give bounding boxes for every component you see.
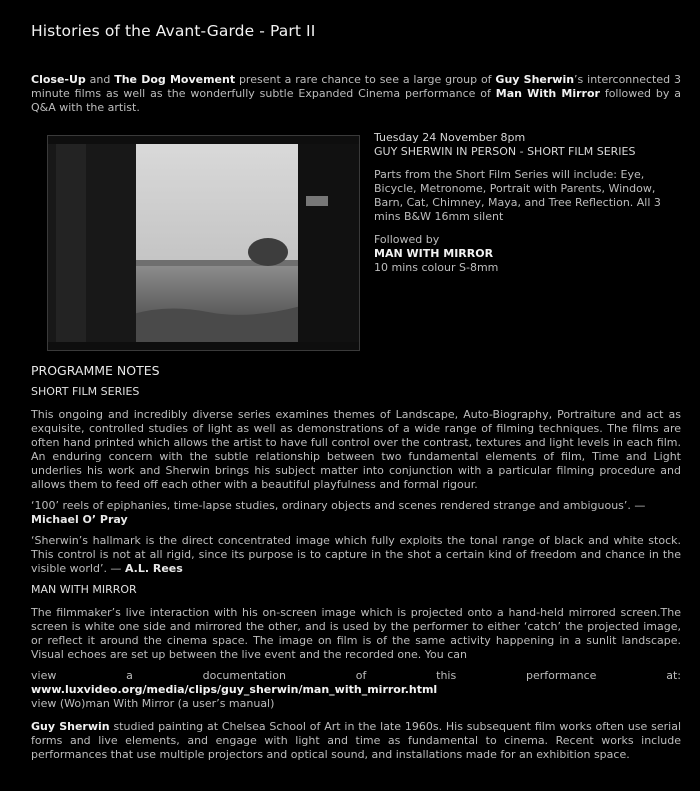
view-word: at: [666, 669, 681, 682]
intro-text: ’s interconnected 3 minute films as well as the wonderfully subtle Expanded Cinema performance of [31, 73, 681, 100]
quote-2-text: ‘Sherwin’s hallmark is the direct concentrated image which fully exploits the tonal range of black and white stock. This control is not at all rigid, since its purpose is to capture in the shot a certain kind of freedom and chance in the visible world’. — [31, 534, 681, 575]
event-follow [374, 233, 681, 275]
man-with-mirror-heading: MAN WITH MIRROR [31, 583, 137, 596]
view-word: performance [526, 669, 597, 682]
event-date-title [374, 131, 681, 159]
org-dog-movement: The Dog Movement [114, 73, 236, 86]
intro-text: present a rare chance to see a large group of [235, 73, 496, 86]
follow-details: 10 mins colour S-8mm [374, 261, 499, 274]
event-details [374, 131, 681, 284]
event-parts: Parts from the Short Film Series will include: Eye, Bicycle, Metronome, Portrait with Parents, Window, Barn, Cat, Chimney, Maya, and Tree Reflection. All 3 mins B&W 16mm silent [374, 168, 661, 223]
follow-title: MAN WITH MIRROR [374, 247, 494, 260]
quote-1-text: ‘100’ reels of epiphanies, time-lapse studies, ordinary objects and scenes rendered strange and ambiguous’. — [31, 499, 646, 512]
artist-name: Guy Sherwin [495, 73, 575, 86]
man-with-mirror-body: The filmmaker’s live interaction with his on-screen image which is projected onto a hand-held mirrored screen.The screen is white one side and mirrored the other, and is used by the performer to either ‘catch’ the projected image, or reflect it around the cinema space. The image on film is of the same activity happening in a sunlit landscape. Visual echoes are set up between the live event and the recorded one. You can [31, 606, 681, 661]
artist-bio [31, 720, 681, 762]
user-manual-link[interactable]: view (Wo)man With Mirror (a user’s manual) [31, 697, 275, 710]
view-word: view [31, 669, 57, 682]
view-word: this [436, 669, 457, 682]
notes-heading: PROGRAMME NOTES [31, 363, 160, 378]
quote-1-attribution: Michael O’ Pray [31, 513, 128, 526]
view-word: documentation [202, 669, 286, 682]
intro-paragraph [31, 73, 681, 115]
view-documentation-line [31, 669, 681, 683]
short-film-body: This ongoing and incredibly diverse series examines themes of Landscape, Auto-Biography, Portraiture and act as exquisite, controlled studies of light as well as demonstrations of a wide range of filming techniques. The films are often hand printed which allows the artist to have full control over the contrast, textures and light levels in each film. An enduring concern with the subtle relationship between two fundamental elements of film, Time and Light underlies his work and Sherwin brings his subject matter into conjunction with a particular filming procedure and allows them to feed off each other with a beautiful playfulness and formal rigour. [31, 408, 681, 491]
work-title: Man With Mirror [495, 87, 600, 100]
programme-notes [31, 364, 681, 769]
film-still-image [47, 135, 360, 351]
intro-text: and [85, 73, 115, 86]
intro-text: followed by a Q&A with the artist. [31, 87, 681, 114]
view-word: a [126, 669, 133, 682]
quote-1 [31, 499, 681, 527]
documentation-url-link[interactable]: www.luxvideo.org/media/clips/guy_sherwin/man_with_mirror.html [31, 683, 438, 696]
quote-2 [31, 534, 681, 576]
short-film-heading: SHORT FILM SERIES [31, 385, 140, 398]
view-word: of [355, 669, 367, 682]
event-date: Tuesday 24 November 8pm [374, 131, 526, 144]
page-title: Histories of the Avant-Garde - Part II [31, 22, 316, 40]
bio-artist-name: Guy Sherwin [31, 720, 110, 733]
followed-by-label: Followed by [374, 233, 440, 246]
film-still-graphic [48, 136, 359, 350]
org-close-up: Close-Up [31, 73, 86, 86]
bio-text: studied painting at Chelsea School of Art in the late 1960s. His subsequent film works often use serial forms and live elements, and engage with light and time as fundamental to cinema. Recent works include performances that use multiple projectors and optical sound, and installations made for an exhibition space. [31, 720, 681, 761]
event-title: GUY SHERWIN IN PERSON - SHORT FILM SERIES [374, 145, 636, 158]
quote-2-attribution: A.L. Rees [124, 562, 183, 575]
